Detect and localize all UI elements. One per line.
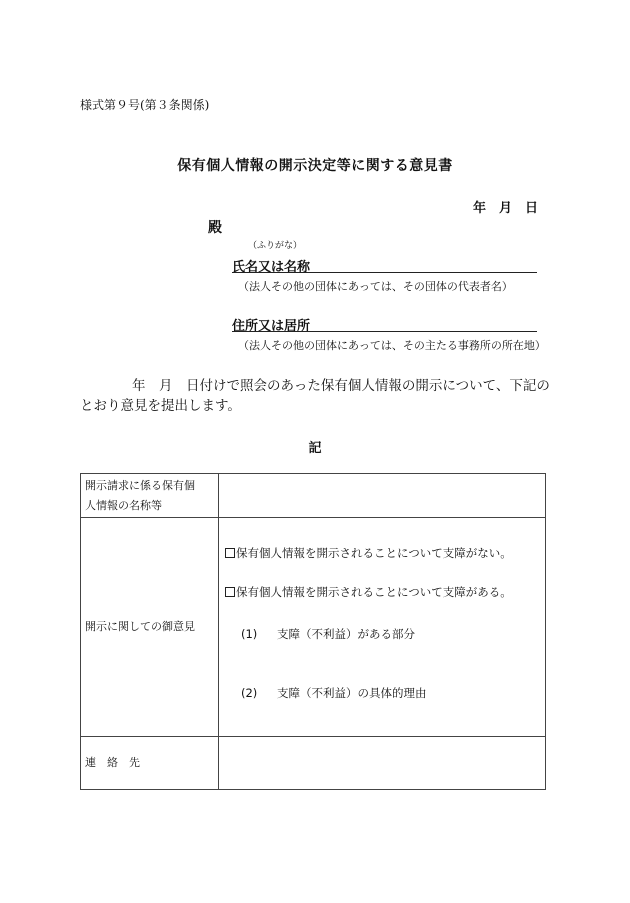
date-line: 年 月 日: [473, 201, 539, 216]
addressee-suffix: 殿: [208, 220, 222, 236]
body-text: 年 月 日付けで照会のあった保有個人情報の開示について、下記のとおり意見を提出します。: [80, 378, 550, 414]
body-paragraph: [80, 376, 555, 416]
request-name-label-line1: 開示請求に係る保有個: [85, 478, 195, 492]
name-underline[interactable]: [232, 272, 537, 273]
table-row: [81, 518, 546, 737]
issue-part-item: [241, 626, 415, 642]
option-no-issue[interactable]: [225, 545, 512, 561]
address-note: （法人その他の団体にあっては、その主たる事務所の所在地）: [238, 339, 546, 352]
contact-label: 連絡先: [85, 756, 151, 769]
table-row: [81, 737, 546, 790]
document-title: 保有個人情報の開示決定等に関する意見書: [177, 158, 453, 174]
opinion-table: [80, 473, 546, 790]
opinion-label: 開示に関しての御意見: [85, 620, 195, 633]
opinion-content: [219, 518, 545, 736]
form-number: 様式第９号(第３条関係): [80, 98, 210, 112]
issue-part-text: 支障（不利益）がある部分: [277, 627, 415, 641]
issue-reason-text: 支障（不利益）の具体的理由: [277, 686, 427, 700]
checkbox-icon[interactable]: [225, 548, 235, 558]
address-underline[interactable]: [232, 331, 537, 332]
request-name-label-cell: [81, 474, 219, 518]
contact-input-cell[interactable]: [219, 737, 546, 790]
table-row: [81, 474, 546, 518]
ki-heading: 記: [308, 441, 322, 456]
address-label: 住所又は居所: [232, 319, 311, 334]
furigana-label: （ふりがな）: [248, 241, 303, 251]
request-name-label-line2: 人情報の名称等: [85, 498, 162, 512]
item-number: (1): [241, 627, 258, 641]
item-number: (2): [241, 686, 258, 700]
request-name-input-cell[interactable]: [219, 474, 546, 518]
option-has-issue-text: 保有個人情報を開示されることについて支障がある。: [236, 585, 512, 599]
option-no-issue-text: 保有個人情報を開示されることについて支障がない。: [236, 546, 512, 560]
option-has-issue[interactable]: [225, 584, 512, 600]
contact-label-cell: [81, 737, 219, 790]
checkbox-icon[interactable]: [225, 587, 235, 597]
name-note: （法人その他の団体にあっては、その団体の代表者名）: [238, 280, 513, 293]
opinion-label-cell: [81, 518, 219, 737]
opinion-input-cell[interactable]: [219, 518, 546, 737]
name-label: 氏名又は名称: [232, 260, 311, 275]
issue-reason-item: [241, 685, 427, 701]
